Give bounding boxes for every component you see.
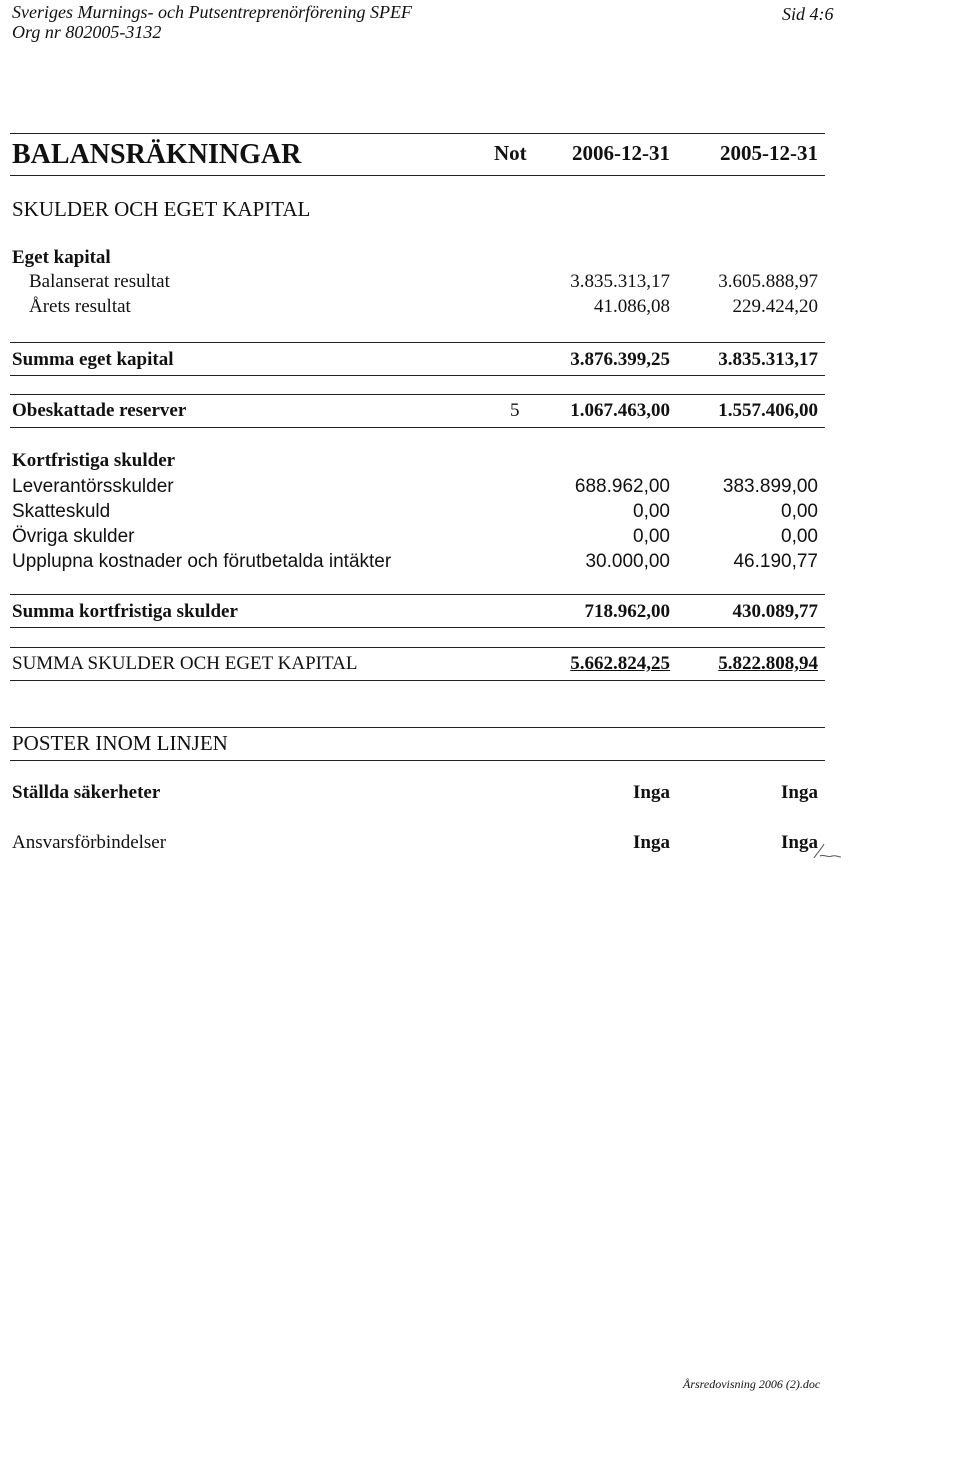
row-label: Obeskattade reserver — [12, 400, 187, 421]
sum-2005: 430.089,77 — [732, 601, 818, 622]
footer-filename: Årsredovisning 2006 (2).doc — [683, 1377, 821, 1391]
value-2006: 30.000,00 — [585, 551, 670, 572]
total-label: SUMMA SKULDER OCH EGET KAPITAL — [12, 653, 358, 674]
value-2006: 0,00 — [633, 526, 670, 547]
value-2006: Inga — [633, 832, 670, 853]
value-2005: 0,00 — [781, 501, 818, 522]
value-2005: Inga — [781, 832, 818, 853]
rule — [10, 727, 825, 728]
sum-label: Summa eget kapital — [12, 349, 174, 370]
sum-2006: 718.962,00 — [584, 601, 670, 622]
sum-row — [0, 349, 960, 375]
org-number: Org nr 802005-3132 — [12, 22, 162, 42]
table-row — [0, 551, 960, 577]
kortfristiga-heading: Kortfristiga skulder — [12, 450, 176, 471]
row-label: Upplupna kostnader och förutbetalda intäkter — [12, 551, 392, 572]
value-2006: 3.835.313,17 — [570, 271, 670, 292]
col-2005-header: 2005-12-31 — [720, 141, 818, 165]
value-2006: 1.067.463,00 — [570, 400, 670, 421]
row-label: Årets resultat — [29, 296, 131, 317]
value-2005: 383.899,00 — [722, 476, 818, 497]
not-column-header: Not — [494, 141, 527, 165]
value-2005: 46.190,77 — [733, 551, 818, 572]
rule — [10, 627, 825, 628]
value-2006: 41.086,08 — [594, 296, 670, 317]
note-reference: 5 — [510, 400, 520, 421]
col-2006-header: 2006-12-31 — [572, 141, 670, 165]
total-row — [0, 653, 960, 679]
poster-title: POSTER INOM LINJEN — [12, 731, 228, 755]
row-label: Leverantörsskulder — [12, 476, 174, 497]
obeskattade-row — [0, 400, 960, 426]
total-2005: 5.822.808,94 — [718, 653, 818, 674]
page-title: BALANSRÄKNINGAR — [12, 139, 302, 170]
sum-label: Summa kortfristiga skulder — [12, 601, 238, 622]
total-2006: 5.662.824,25 — [570, 653, 670, 674]
table-row — [0, 296, 960, 322]
table-row — [0, 526, 960, 552]
table-row — [0, 782, 960, 808]
value-2005: 229.424,20 — [732, 296, 818, 317]
value-2006: 688.962,00 — [574, 476, 670, 497]
eget-kapital-heading: Eget kapital — [12, 247, 111, 268]
value-2005: 1.557.406,00 — [718, 400, 818, 421]
rule — [10, 647, 825, 648]
value-2005: 0,00 — [781, 526, 818, 547]
value-2006: Inga — [633, 782, 670, 803]
sum-2006: 3.876.399,25 — [570, 349, 670, 370]
org-name: Sveriges Murnings- och Putsentreprenörförening SPEF — [12, 2, 412, 22]
rule — [10, 394, 825, 395]
section-title: SKULDER OCH EGET KAPITAL — [12, 197, 311, 221]
table-row — [0, 501, 960, 527]
row-label: Ställda säkerheter — [12, 782, 161, 803]
rule — [10, 594, 825, 595]
value-2006: 0,00 — [633, 501, 670, 522]
sum-2005: 3.835.313,17 — [718, 349, 818, 370]
rule — [10, 427, 825, 428]
sum-row — [0, 601, 960, 627]
signature-mark — [812, 838, 842, 862]
header-top-rule — [10, 133, 825, 134]
rule — [10, 375, 825, 376]
value-2005: 3.605.888,97 — [718, 271, 818, 292]
header-bottom-rule — [10, 175, 825, 176]
rule — [10, 342, 825, 343]
rule — [10, 760, 825, 761]
rule — [10, 680, 825, 681]
row-label: Balanserat resultat — [29, 271, 170, 292]
value-2005: Inga — [781, 782, 818, 803]
table-row — [0, 271, 960, 297]
row-label: Övriga skulder — [12, 526, 135, 547]
table-row — [0, 476, 960, 502]
page-number: Sid 4:6 — [782, 4, 834, 24]
row-label: Skatteskuld — [12, 501, 111, 522]
row-label: Ansvarsförbindelser — [12, 832, 167, 853]
